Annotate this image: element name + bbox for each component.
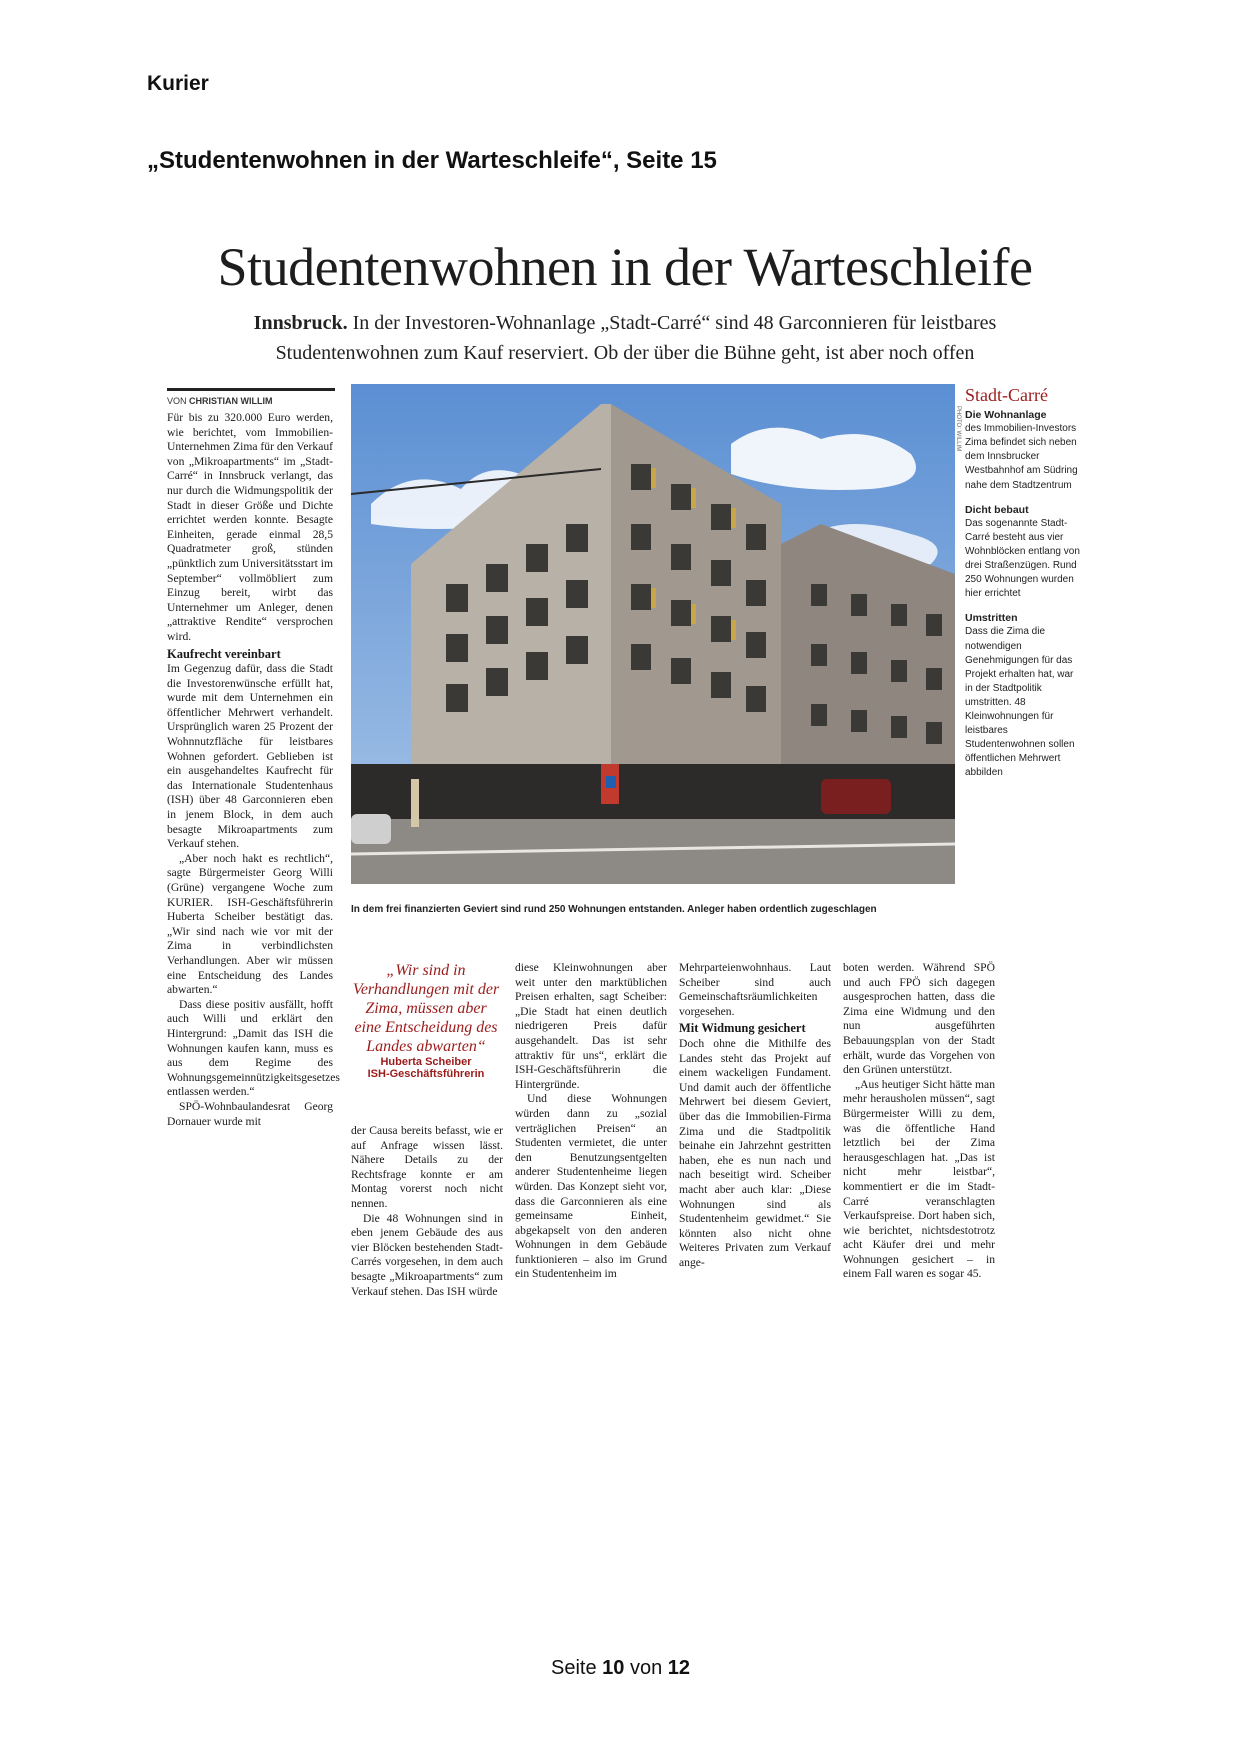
newspaper-clipping (165, 236, 1085, 1316)
article-subline-text: In der Investoren-Wohnanlage „Stadt-Carré“ sind 48 Garconnieren für leistbares Studentenwohnen zum Kauf reserviert. Ob der über die Bühne geht, ist aber noch offen (275, 312, 997, 364)
publication-name: Kurier (147, 72, 209, 95)
article-column-1 (167, 411, 340, 1129)
byline-rule (167, 388, 335, 391)
article-column-3 (515, 961, 667, 1282)
pull-quote-role: ISH-Geschäftsführerin (367, 1068, 485, 1080)
col1-subheading: Kaufrecht vereinbart (167, 646, 281, 661)
article-column-4 (679, 961, 831, 1270)
footer-middle: von (629, 1657, 663, 1679)
info-box-heading: Die Wohnanlage (965, 409, 1047, 422)
byline-author: CHRISTIAN WILLIM (189, 396, 273, 406)
building-photo-graphic (351, 384, 955, 884)
info-box-heading: Umstritten (965, 612, 1018, 625)
footer-current-page: 10 (602, 1657, 625, 1679)
info-box (965, 386, 1083, 780)
col4-paragraph: Doch ohne die Mithilfe des Landes steht das Projekt auf einem wackeligen Fundament. Und damit auch der öffentliche Mehrwert bei diesem Geviert, über das die Immobilien-Firma Zima und die Stadtpolitik beinahe ein Jahrzehnt gestritten haben, ehe es nun nach und nach beseitigt wird. Scheiber macht aber auch klar: „Diese Wohnungen sind als Studentenheim gewidmet.“ Sie könnten also nicht ohne Weiteres Privaten zum Verkauf ange- (679, 1036, 831, 1269)
col2-paragraph: der Causa bereits befasst, wie er auf Anfrage wissen lässt. Nähere Details zu der Rechtsfrage konnte er am Montag vorerst noch nicht nennen. (351, 1124, 503, 1210)
pull-quote-text: „Wir sind in Verhandlungen mit der Zima, müssen aber eine Entscheidung des Landes abwarten“ (352, 962, 500, 1055)
col3-paragraph: diese Kleinwohnungen aber weit unter den marktüblichen Preisen erhalten, sagt Scheiber: „Die Stadt hat einen deutlich niedrigeren Preis dafür ausgehandelt. Das ist sehr attraktiv für uns“, erklärt die ISH-Geschäftsführerin die Hintergründe. (515, 961, 667, 1091)
info-box-title: Stadt-Carré (965, 385, 1048, 405)
col1-paragraph: Dass diese positiv ausfällt, hofft auch Willi und erklärt den Hintergrund: „Damit das ISH die Wohnungen kaufen kann, muss es aus dem Regime des Wohnungsgemeinnützigkeitsgesetzes entlassen werden.“ (167, 997, 340, 1099)
col4-subheading: Mit Widmung gesichert (679, 1021, 806, 1036)
article-subline (185, 308, 1065, 368)
byline-prefix: VON (167, 396, 187, 406)
col1-paragraph: „Aber noch hakt es rechtlich“, sagte Bürgermeister Georg Willi (Grüne) vergangene Woche zum KURIER. ISH-Geschäftsführerin Huberta Scheiber bestätigt das. „Wir sind nach wie vor mit der Zima in verbindlichsten Verhandlungen. Aber wir müssen eine Entscheidung des Landes abwarten.“ (167, 851, 333, 997)
col5-paragraph: „Aus heutiger Sicht hätte man mehr herausholen müssen“, sagt Bürgermeister Willi zu dem, was die öffentliche Hand letztlich bei der Zima herausgeschlagen hat. „Das ist nicht mehr leistbar“, kommentiert er die im Stadt-Carré veranschlagten Verkaufspreise. Dort haben sich, wie berichtet, nichtsdestotrotz acht Käufer drei und mehr Wohnungen gesichert – in einem Fall waren es sogar 45. (843, 1077, 995, 1281)
pull-quote-name: Huberta Scheiber (380, 1056, 472, 1068)
col1-paragraph: Für bis zu 320.000 Euro werden, wie berichtet, vom Immobilien-Unternehmen Zima für den Verkauf von „Mikroapartments“ im „Stadt-Carré“ in Innsbruck verlangt, das nur durch die Widmungspolitik der Stadt in dieser Größe und Dichte errichtet werden konnte. Besagte Einheiten, gerade einmal 28,5 Quadratmeter groß, stünden „pünktlich zum Universitätsstart im September“ vollmöbliert zum Einzug bereit, wirbt das Unternehmer um Anleger, denen „attraktive Rendite“ versprochen wird. (167, 411, 333, 643)
col1-paragraph: Im Gegenzug dafür, dass die Stadt die Investorenwünsche erfüllt hat, wurde mit dem Unternehmen ein öffentlicher Mehrwert verhandelt. Ursprünglich waren 25 Prozent der Wohnnutzfläche für leistbares Wohnen gefordert. Geblieben ist ein ausgehandeltes Kaufrecht für das Internationale Studentenhaus (ISH) über 48 Garconnieren eben in jenem Block, in dem auch besagte Mikroapartments zum Verkauf stehen. (167, 662, 333, 851)
article-headline: Studentenwohnen in der Warteschleife (217, 237, 1033, 297)
article-column-5 (843, 961, 995, 1282)
footer-prefix: Seite (550, 1657, 597, 1679)
photo-credit: PHOTO: WILLIM (955, 406, 961, 452)
document-title: „Studentenwohnen in der Warteschleife“, Seite 15 (147, 147, 717, 174)
col2-paragraph: Die 48 Wohnungen sind in eben jenem Gebäude des aus vier Blöcken bestehenden Stadt-Carrés vorgesehen, in dem auch besagte „Mikroapartments“ zum Verkauf stehen. Das ISH würde (351, 1211, 503, 1298)
info-box-text: Das sogenannte Stadt-Carré besteht aus vier Wohnblöcken entlang von drei Straßenzügen. Rund 250 Wohnungen wurden hier errichtet (965, 517, 1080, 600)
building-photo (351, 384, 955, 884)
page-footer (0, 1657, 1241, 1680)
photo-caption: In dem frei finanzierten Geviert sind rund 250 Wohnungen entstanden. Anleger haben ordentlich zugeschlagen (351, 904, 877, 915)
info-box-heading: Dicht bebaut (965, 503, 1029, 516)
article-column-2 (351, 1124, 503, 1299)
col4-paragraph: Mehrparteienwohnhaus. Laut Scheiber sind auch Gemeinschaftsräumlichkeiten vorgesehen. (679, 961, 831, 1018)
pull-quote (351, 961, 501, 1080)
col1-paragraph: SPÖ-Wohnbaulandesrat Georg Dornauer wurde mit (167, 1099, 333, 1128)
info-box-text: Dass die Zima die notwendigen Genehmigungen für das Projekt erhalten hat, war in der Stadtpolitik umstritten. 48 Kleinwohnungen für leistbares Studentenwohnen sollen öffentlichen Mehrwert abbilden (965, 626, 1075, 779)
byline (167, 396, 273, 406)
footer-total-pages: 12 (667, 1657, 691, 1679)
info-box-text: des Immobilien-Investors Zima befindet sich neben dem Innsbrucker Westbahnhof am Südring nahe dem Stadtzentrum (965, 423, 1078, 491)
col5-paragraph: boten werden. Während SPÖ und auch FPÖ sich dagegen ausgesprochen hatten, dass die Zima eine Widmung und den nun ausgeführten Bebauungsplan von der Stadt erhält, wurde das Vorgehen von den Grünen unterstützt. (843, 961, 995, 1077)
col3-paragraph: Und diese Wohnungen würden dann zu „sozial verträglichen Preisen“ an Studenten vermietet, die unter den Benutzungsentgelten anderer Studentenheime liegen würden. Das Konzept sieht vor, dass die Garconnieren als eine gemeinsame Einheit, abgekapselt von den anderen Wohnungen in dem Gebäude funktionieren – also im Grund ein Studentenheim im (515, 1092, 667, 1281)
article-dateline: Innsbruck. (253, 312, 348, 334)
